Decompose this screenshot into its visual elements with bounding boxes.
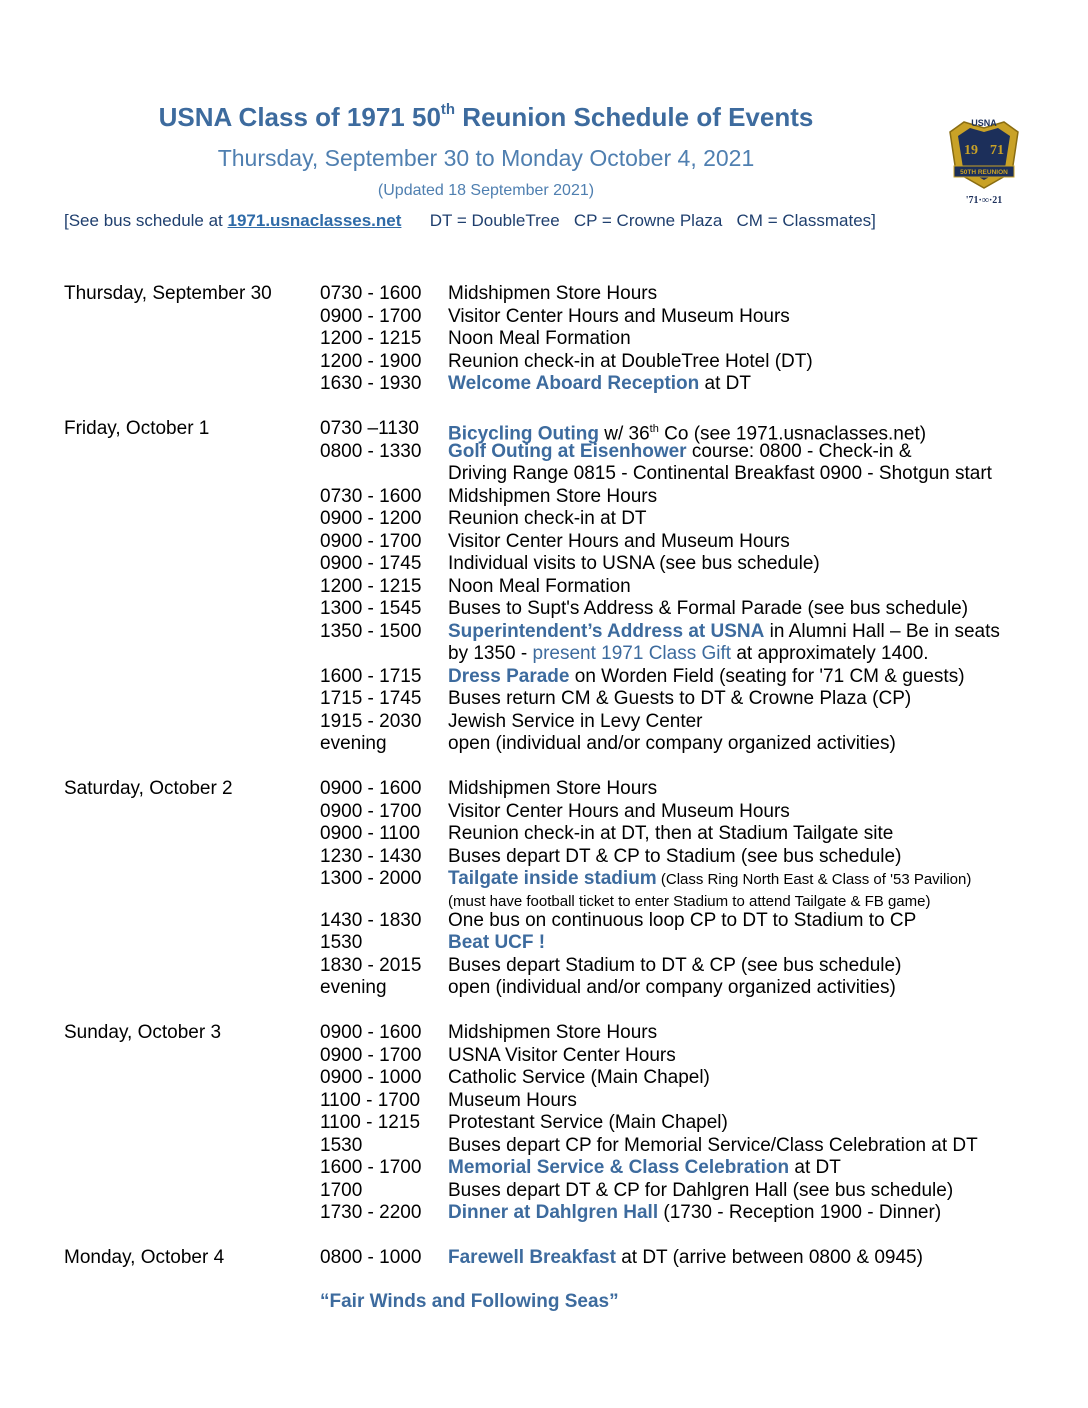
event-text: Buses depart CP for Memorial Service/Class Celebration at DT [448,1134,978,1156]
event-text: course: 0800 - Check-in & [686,440,912,462]
schedule-row [0,1135,1088,1158]
time-range: 0900 - 1600 [320,1022,422,1043]
schedule-row [0,306,1088,329]
event-description [448,553,820,576]
schedule-row [0,1180,1088,1203]
event-description [448,688,911,711]
schedule-row [0,463,1088,486]
time-range: 1200 - 1215 [320,328,422,349]
page-subtitle: Thursday, September 30 to Monday October 4, 2021 [217,145,755,171]
event-text: (Class Ring North East & Class of '53 Pavilion) [656,871,972,888]
schedule-row [0,328,1088,351]
event-text: at DT [699,373,752,394]
event-highlight: Farewell Breakfast [448,1247,616,1268]
updated-note: (Updated 18 September 2021) [377,182,595,199]
time-range: 1300 - 2000 [320,868,422,889]
time-range: 1200 - 1215 [320,575,422,597]
event-text: th [649,423,659,435]
event-description [448,643,929,666]
time-range: 1300 - 1545 [320,598,422,619]
event-text: Driving Range 0815 - Continental Breakfast 0900 - Shotgun start [448,463,992,484]
section-spacer [0,396,1088,419]
time-range: 0900 - 1600 [320,778,422,799]
event-text: Buses depart DT & CP for Dahlgren Hall (see bus schedule) [448,1179,954,1201]
time-range: 0730 –1130 [320,418,419,439]
event-text: Visitor Center Hours and Museum Hours [448,530,790,552]
schedule-row [0,801,1088,824]
event-text: Midshipmen Store Hours [448,1022,658,1043]
section-spacer [0,756,1088,779]
schedule-row [0,977,1088,1000]
event-text: Buses depart Stadium to DT & CP (see bus schedule) [448,954,902,976]
schedule-row [0,891,1088,910]
time-range: 0900 - 1745 [320,553,422,574]
event-text: at DT (arrive between 0800 & 0945) [615,1247,923,1268]
event-description [448,373,751,396]
event-highlight: Golf Outing at Eisenhower [448,440,687,462]
event-text: Buses depart DT & CP to Stadium (see bus schedule) [448,845,902,867]
schedule-row [0,418,1088,445]
event-description [448,1045,676,1068]
event-text: Midshipmen Store Hours [448,283,658,304]
event-description [448,1090,577,1113]
event-description [448,977,896,1000]
event-text: Jewish Service in Levy Center [448,710,703,732]
time-range: 0900 - 1100 [320,823,421,844]
event-description [448,1022,657,1045]
schedule-row [0,711,1088,734]
event-description [448,868,971,892]
day-label: Sunday, October 3 [64,1022,222,1043]
schedule-row [0,531,1088,554]
event-text: by 1350 - [448,643,533,664]
event-text: Catholic Service (Main Chapel) [448,1067,710,1088]
event-description [448,1180,953,1203]
schedule-row [0,598,1088,621]
event-text: Noon Meal Formation [448,575,631,597]
day-label: Monday, October 4 [64,1247,225,1268]
schedule-row [0,553,1088,576]
event-text: One bus on continuous loop CP to DT to Stadium to CP [448,909,917,931]
event-description [448,486,657,509]
time-range: 1715 - 1745 [320,688,422,709]
schedule-row [0,823,1088,846]
event-text: Reunion check-in at DoubleTree Hotel (DT) [448,350,813,372]
schedule-row [0,283,1088,306]
event-highlight: Bicycling Outing [448,423,599,445]
schedule-row [0,1247,1088,1270]
schedule-row [0,778,1088,801]
event-description [448,1135,978,1158]
event-text: at approximately 1400. [731,643,929,664]
time-range: evening [320,977,387,998]
time-range: 1600 - 1700 [320,1157,422,1178]
day-section [0,418,1088,756]
time-range: 1730 - 2200 [320,1202,422,1223]
event-text: USNA Visitor Center Hours [448,1044,676,1066]
event-text: Museum Hours [448,1089,577,1111]
time-range: 1200 - 1900 [320,350,422,372]
time-range: evening [320,733,387,754]
event-description [448,778,657,801]
event-description [448,531,790,554]
event-highlight: Dress Parade [448,665,570,687]
schedule-row [0,643,1088,666]
bus-schedule-link[interactable]: 1971.usnaclasses.net [227,211,402,230]
event-description [448,1202,941,1225]
event-description [448,328,631,351]
event-highlight: Dinner at Dahlgren Hall [448,1202,659,1223]
schedule-row [0,1022,1088,1045]
time-range: 0730 - 1600 [320,485,422,507]
reunion-crest-logo [944,114,1024,208]
schedule-row [0,1202,1088,1225]
section-spacer [0,1225,1088,1248]
event-description [448,932,545,955]
event-description [448,351,813,374]
event-description [448,598,968,621]
event-description [448,576,631,599]
event-text: (must have football ticket to enter Stadium to attend Tailgate & FB game) [448,892,931,910]
event-description [448,463,992,486]
time-range: 1230 - 1430 [320,845,422,867]
event-description [448,733,896,756]
event-description [448,891,930,911]
schedule-row [0,932,1088,955]
time-range: 0900 - 1700 [320,305,422,327]
section-spacer [0,1000,1088,1023]
schedule-row [0,1090,1088,1113]
event-text: Individual visits to USNA (see bus schedule) [448,553,820,574]
event-highlight: Memorial Service & Class Celebration [448,1157,790,1178]
schedule-row [0,576,1088,599]
schedule-row [0,508,1088,531]
schedule-row [0,621,1088,644]
day-label: Saturday, October 2 [64,778,233,799]
schedule-row [0,1157,1088,1180]
event-text: Buses to Supt's Address & Formal Parade (see bus schedule) [448,598,969,619]
schedule-row [0,868,1088,891]
time-range: 0800 - 1000 [320,1247,422,1268]
crest-year-right: 71 [990,143,1004,158]
crest-bottom-text: '71·∞·21 [965,195,1003,206]
schedule-row [0,486,1088,509]
event-text: in Alumni Hall – Be in seats [764,620,1000,642]
event-text: Reunion check-in at DT [448,508,647,529]
event-text: on Worden Field (seating for '71 CM & guests) [569,665,965,687]
event-description [448,441,912,464]
event-description [448,801,790,824]
time-range: 1600 - 1715 [320,665,422,687]
day-section [0,1022,1088,1225]
event-highlight: Welcome Aboard Reception [448,373,700,394]
closing-quote: “Fair Winds and Following Seas” [320,1291,619,1312]
event-text: (1730 - Reception 1900 - Dinner) [658,1202,942,1223]
time-range: 0800 - 1330 [320,440,422,462]
schedule-row [0,846,1088,869]
event-description [448,955,901,978]
time-range: 1700 [320,1179,363,1201]
day-label: Friday, October 1 [64,418,210,439]
event-description [448,283,657,306]
event-description [448,823,893,846]
event-text: w/ 36 [598,423,650,445]
event-highlight: Beat UCF ! [448,932,546,953]
event-description [448,910,916,933]
time-range: 1100 - 1215 [320,1112,421,1133]
event-text: Midshipmen Store Hours [448,778,658,799]
event-description [448,306,790,329]
event-text: Visitor Center Hours and Museum Hours [448,305,790,327]
day-section [0,778,1088,1000]
time-range: 1830 - 2015 [320,954,422,976]
schedule-row [0,666,1088,689]
crest-year-left: 19 [964,143,978,158]
event-text: Co (see 1971.usnaclasses.net) [658,423,927,445]
time-range: 1530 [320,1134,363,1156]
event-text: Protestant Service (Main Chapel) [448,1112,728,1133]
event-highlight: Superintendent’s Address at USNA [448,620,765,642]
time-range: 1430 - 1830 [320,909,422,931]
event-description [448,621,1000,644]
event-text: open (individual and/or company organized activities) [448,977,896,998]
event-text: Noon Meal Formation [448,328,631,349]
schedule-row [0,955,1088,978]
event-description [448,508,647,531]
schedule-row [0,688,1088,711]
event-description [448,711,703,734]
event-text: Buses return CM & Guests to DT & Crowne Plaza (CP) [448,688,912,709]
time-range: 0900 - 1700 [320,1044,422,1066]
event-description [448,1067,710,1090]
schedule-row [0,441,1088,464]
time-range: 0900 - 1200 [320,508,422,529]
event-highlight: Tailgate inside stadium [448,868,657,889]
schedule-row [0,373,1088,396]
time-range: 0730 - 1600 [320,283,422,304]
time-range: 1100 - 1700 [320,1089,421,1111]
event-text: open (individual and/or company organized activities) [448,733,896,754]
event-description [448,1157,841,1180]
time-range: 1915 - 2030 [320,710,422,732]
day-section [0,283,1088,396]
crest-top-text: USNA [971,118,997,128]
event-text: Reunion check-in at DT, then at Stadium Tailgate site [448,823,894,844]
event-text: Visitor Center Hours and Museum Hours [448,800,790,822]
event-text: Midshipmen Store Hours [448,485,658,507]
time-range: 0900 - 1000 [320,1067,422,1088]
bus-schedule-note: [See bus schedule at 1971.usnaclasses.net DT = DoubleTree CP = Crowne Plaza CM = Classmates] [64,211,876,230]
schedule-row [0,351,1088,374]
event-description [448,846,901,869]
day-label: Thursday, September 30 [64,283,272,304]
time-range: 1350 - 1500 [320,620,422,642]
time-range: 1530 [320,932,363,953]
schedule-row [0,1067,1088,1090]
time-range: 0900 - 1700 [320,800,422,822]
event-text: present 1971 Class Gift [532,643,732,664]
event-text: at DT [789,1157,841,1178]
schedule-row [0,1112,1088,1135]
event-description [448,666,965,689]
time-range: 1630 - 1930 [320,373,422,394]
event-description [448,1112,728,1135]
schedule-row [0,910,1088,933]
schedule-row [0,733,1088,756]
crest-banner: 50TH REUNION [960,169,1008,176]
day-section [0,1247,1088,1270]
page-title: USNA Class of 1971 50th Reunion Schedule of Events [158,101,814,132]
event-description [448,1247,923,1270]
time-range: 0900 - 1700 [320,530,422,552]
schedule-table [0,283,1088,1270]
schedule-row [0,1045,1088,1068]
